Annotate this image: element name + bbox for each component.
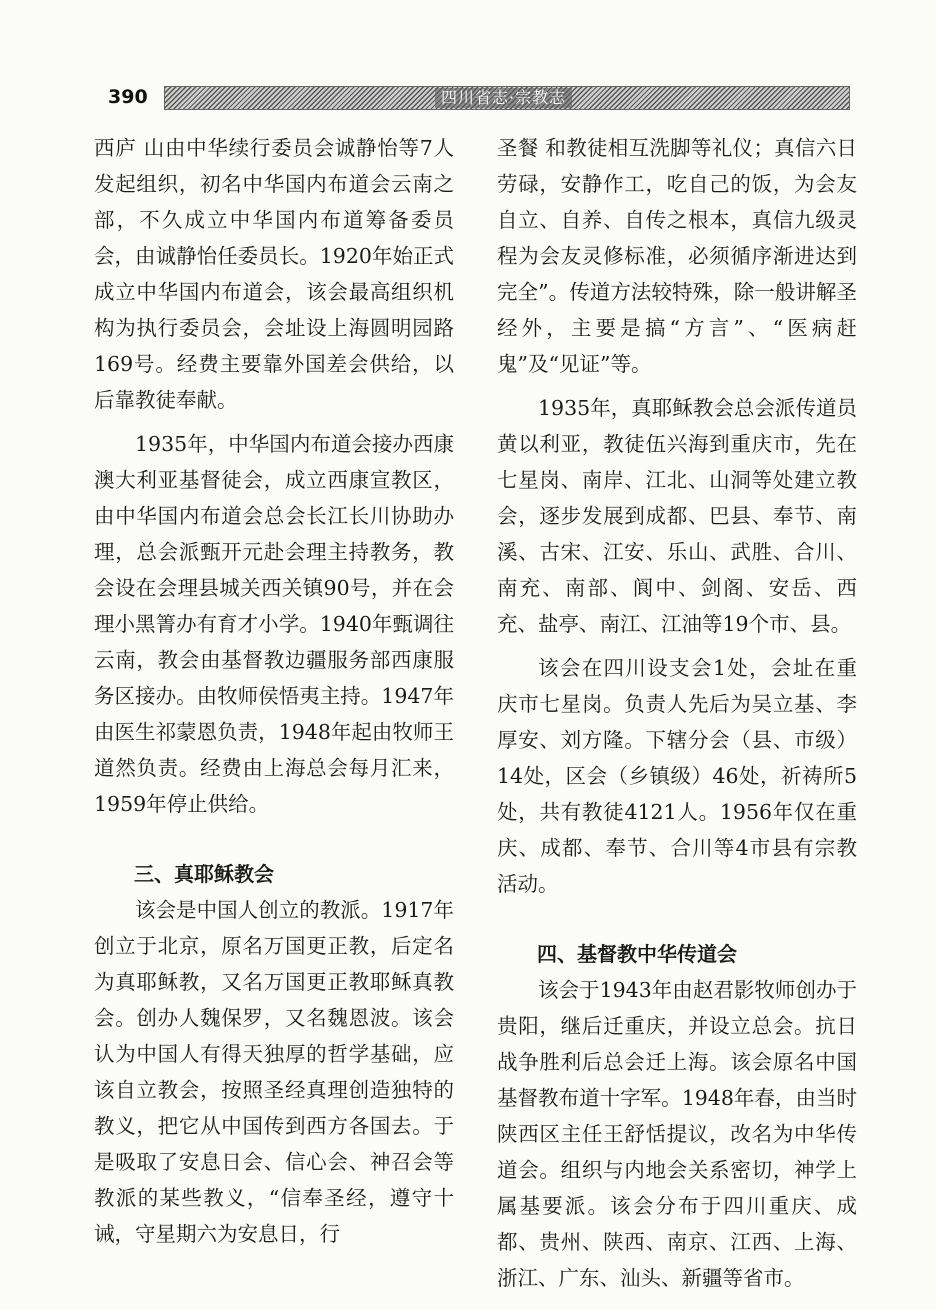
right-paragraph-1: 圣餐 和教徒相互洗脚等礼仪；真信六日劳碌，安静作工，吃自己的饭，为会友自立、自养、自传之根本，真信九级灵程为会友灵修标准，必须循序渐进达到完全”。传道方法较特殊，除一般讲解圣经外，主要是搞“方言”、“医病赶鬼”及“见证”等。 bbox=[497, 136, 857, 376]
book-title: 四川省志·宗教志 bbox=[435, 88, 572, 108]
right-paragraph-4: 该会于1943年由赵君影牧师创办于贵阳，继后迁重庆，并设立总会。抗日战争胜利后总会迁上海。该会原名中国基督教布道十字军。1948年春，由当时陕西区主任王舒恬提议，改名为中华传道会。组织与内地会关系密切，神学上属基要派。该会分布于四川重庆、成都、贵州、陕西、南京、江西、上海、浙江、广东、汕头、新疆等省市。 bbox=[497, 978, 857, 1290]
right-column bbox=[497, 130, 857, 1304]
header-band bbox=[164, 86, 850, 110]
section-heading-true-jesus-church: 三、真耶稣教会 bbox=[134, 862, 274, 886]
page-header bbox=[100, 84, 850, 112]
page-number: 390 bbox=[108, 86, 148, 108]
left-column bbox=[94, 130, 454, 1260]
section-heading-chinese-mission: 四、基督教中华传道会 bbox=[537, 942, 737, 966]
right-paragraph-3: 该会在四川设支会1处，会址在重庆市七星岗。负责人先后为吴立基、李厚安、刘方隆。下辖分会（县、市级）14处，区会（乡镇级）46处，祈祷所5处，共有教徒4121人。1956年仅在重庆、成都、奉节、合川等4市县有宗教活动。 bbox=[497, 656, 857, 896]
left-paragraph-1: 西庐 山由中华续行委员会诚静怡等7人发起组织，初名中华国内布道会云南之部，不久成立中华国内布道筹备委员会，由诚静怡任委员长。1920年始正式成立中华国内布道会，该会最高组织机构为执行委员会，会址设上海圆明园路169号。经费主要靠外国差会供给，以后靠教徒奉献。 bbox=[94, 136, 454, 412]
right-paragraph-2: 1935年，真耶稣教会总会派传道员黄以利亚，教徒伍兴海到重庆市，先在七星岗、南岸、江北、山洞等处建立教会，逐步发展到成都、巴县、奉节、南溪、古宋、江安、乐山、武胜、合川、南充、南部、阆中、剑阁、安岳、西充、盐亭、南江、江油等19个市、县。 bbox=[497, 396, 857, 636]
left-paragraph-2: 1935年，中华国内布道会接办西康澳大利亚基督徒会，成立西康宣教区，由中华国内布道会总会长江长川协助办理，总会派甄开元赴会理主持教务，教 会设在会理县城关西关镇90号，并在会理小黑箐办有育才小学。1940年甄调往云南，教会由基督教边疆服务部西康服务区接办。由牧师侯悟夷主持。1947年由医生祁蒙恩负责，1948年起由牧师王道然负责。经费由上海总会每月汇来，1959年停止供给。 bbox=[94, 432, 454, 816]
left-paragraph-3: 该会是中国人创立的教派。1917年创立于北京，原名万国更正教，后定名为真耶稣教，又名万国更正教耶稣真教会。创办人魏保罗，又名魏恩波。该会认为中国人有得天独厚的哲学基础，应该自立教会，按照圣经真理创造独特的教义，把它从中国传到西方各国去。于是吸取了安息日会、信心会、神召会等教派的某些教义，“信奉圣经，遵守十诫，守星期六为安息日，行 bbox=[94, 898, 454, 1246]
